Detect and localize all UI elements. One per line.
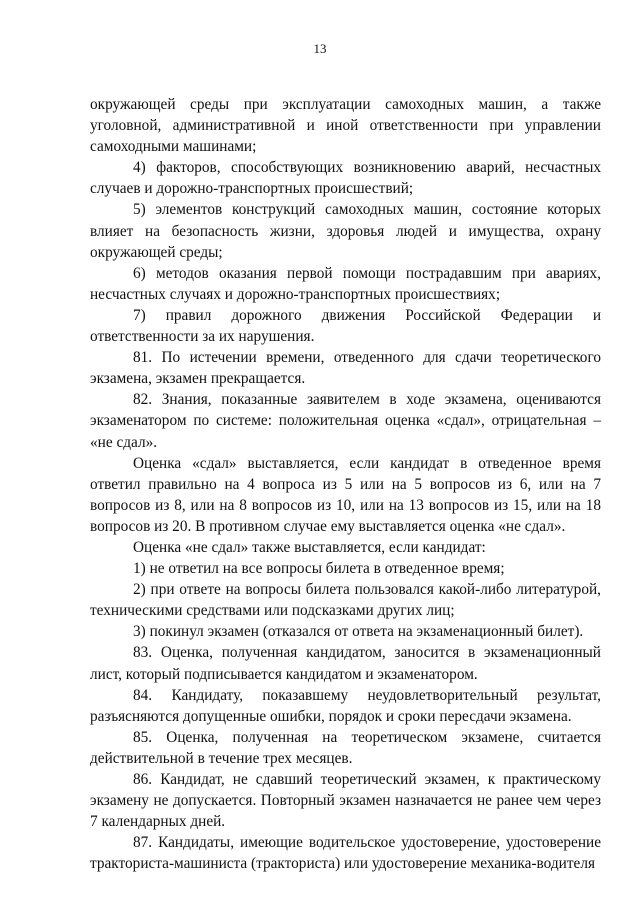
paragraph (90, 263, 601, 305)
text-line: экзамена, экзамен прекращается. (90, 370, 306, 388)
page-number: 13 (313, 41, 327, 56)
text-line: случаев и дорожно-транспортных происшествий; (90, 180, 414, 198)
paragraph (90, 621, 601, 642)
text-line: 5) элементов конструкций самоходных машин, состояние которых (133, 201, 601, 219)
text-line: 7) правил дорожного движения Российской Федерации и (133, 306, 601, 324)
text-line: лист, который подписывается кандидатом и экзаменатором. (90, 665, 478, 683)
text-line: 4) факторов, способствующих возникновению аварий, несчастных (133, 159, 601, 177)
paragraph (90, 685, 601, 727)
paragraph (90, 579, 601, 621)
paragraph (90, 642, 601, 684)
paragraph (90, 769, 601, 832)
text-line: действительной в течение трех месяцев. (90, 749, 353, 767)
text-line: экзамену не допускается. Повторный экзамен назначается не ранее чем через (90, 792, 601, 810)
paragraph (90, 389, 601, 452)
text-line: 7 календарных дней. (90, 813, 226, 831)
text-line: техническими средствами или подсказками других лиц; (90, 602, 455, 620)
text-line: влияет на безопасность жизни, здоровья людей и имущества, охрану (90, 222, 601, 240)
paragraph (90, 727, 601, 769)
paragraph (90, 537, 601, 558)
text-line: тракториста-машиниста (тракториста) или удостоверение механика-водителя (90, 855, 595, 873)
text-line: экзаменатором по системе: положительная оценка «сдал», отрицательная – (90, 412, 601, 430)
text-line: 83. Оценка, полученная кандидатом, заносится в экзаменационный (133, 644, 601, 662)
text-line: вопросов из 20. В противном случае ему выставляется оценка «не сдал». (90, 517, 566, 535)
paragraph (90, 157, 601, 199)
text-line: окружающей среды; (90, 243, 223, 261)
text-line: 2) при ответе на вопросы билета пользовался какой-либо литературой, (133, 581, 601, 599)
text-line: Оценка «не сдал» также выставляется, если кандидат: (133, 538, 486, 556)
text-line: уголовной, административной и иной ответственности при управлении (90, 117, 601, 135)
paragraph (90, 558, 601, 579)
paragraph (90, 832, 601, 874)
paragraph (90, 305, 601, 347)
text-line: 86. Кандидат, не сдавший теоретический экзамен, к практическому (133, 771, 601, 788)
text-line: «не сдал». (90, 433, 158, 451)
text-line: 3) покинул экзамен (отказался от ответа на экзаменационный билет). (133, 623, 584, 641)
paragraph (90, 199, 601, 262)
text-line: 6) методов оказания первой помощи пострадавшим при авариях, (133, 264, 601, 282)
text-line: 1) не ответил на все вопросы билета в отведенное время; (133, 560, 505, 578)
text-line: ответил правильно на 4 вопроса из 5 или на 5 вопросов из 6, или на 7 (90, 475, 601, 493)
text-line: 81. По истечении времени, отведенного для сдачи теоретического (133, 349, 601, 367)
document-body (90, 94, 601, 874)
text-line: вопросов из 8, или на 8 вопросов из 10, или на 13 вопросов из 15, или на 18 (90, 496, 601, 514)
text-line: 84. Кандидату, показавшему неудовлетворительный результат, (133, 686, 601, 704)
text-line: 87. Кандидаты, имеющие водительское удостоверение, удостоверение (133, 834, 601, 852)
paragraph (90, 453, 601, 537)
text-line: Оценка «сдал» выставляется, если кандидат в отведенное время (133, 454, 601, 472)
text-line: 85. Оценка, полученная на теоретическом экзамене, считается (133, 728, 601, 746)
text-line: самоходными машинами; (90, 138, 257, 156)
text-line: 82. Знания, показанные заявителем в ходе экзамена, оцениваются (133, 391, 601, 409)
paragraph (90, 347, 601, 389)
text-line: ответственности за их нарушения. (90, 328, 315, 346)
paragraph (90, 94, 601, 157)
text-line: разъясняются допущенные ошибки, порядок и сроки пересдачи экзамена. (90, 707, 572, 725)
text-line: окружающей среды при эксплуатации самоходных машин, а также (90, 96, 601, 113)
text-line: несчастных случаях и дорожно-транспортных происшествиях; (90, 285, 501, 303)
